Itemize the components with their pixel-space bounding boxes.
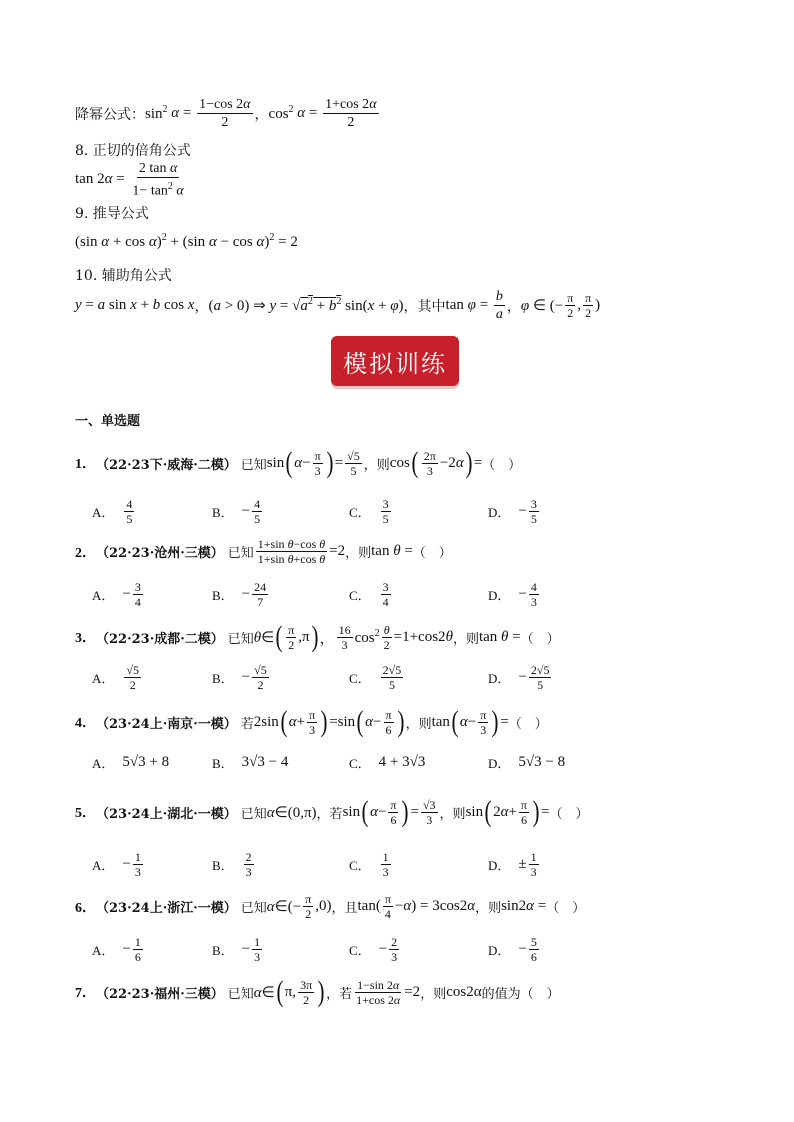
question-6: 6． （23·24上·浙江·一模） 已知 α∈(− $\frac{\pi}{2}$ ,0) ，且 tan( $\frac{\pi}{4}$ −α) = 3cos2α ，则 sin2α = （ ） [75, 892, 586, 921]
item-9-title: 9. 推导公式 [75, 206, 149, 222]
question-5: 5． （23·24上·湖北·一模） 已知 α∈(0,π) ，若 sin ( α − $\frac{\pi}{6}$ ) = $\frac{√3}{3}$ ，则 sin ( 2 α + $\frac{\pi}{6}$ ) = （ ） [75, 795, 589, 828]
option-b[interactable]: B． $\frac{2}{3}$ [212, 850, 252, 879]
question-3: 3． （22·23·成都·二模） 已知 θ∈ ( $\frac{\pi}{2}$ ,π ) ， $\frac{16}{3}$ $\cos^2$ $\frac{\theta}{2}$ =1+cos2θ ，则 tan θ = （ ） [75, 620, 560, 653]
auxiliary-angle-formula: y = a sin x + b cos x ， (a > 0) ⇒ $y = √a^2 + b^2$ sin(x + φ) ， 其中 tan φ = $\frac{b}{a}$ ， φ ∈ (− $\frac{\pi}{2}$ , $\frac{\pi}{2}$ ) [75, 289, 601, 322]
item-10-title: 10. 辅助角公式 [75, 268, 172, 284]
option-b[interactable]: B． − $\frac{24}{7}$ [212, 580, 267, 609]
question-1: 1． （22·23下·威海·二模） 已知 sin ( α − $\frac{\pi}{3}$ ) = $\frac{√5}{5}$ ，则 cos ( $\frac{2\pi}{3}$ −2 α ) = （ ） [75, 446, 522, 479]
option-d[interactable]: D． − $\frac{5}{6}$ [488, 935, 537, 964]
option-c[interactable]: C． $\frac{2√5}{5}$ [349, 663, 402, 692]
option-a[interactable]: A． 5√3 + 8 [92, 754, 170, 771]
question-2: 2． （22·23·沧州·三模） 已知 $\frac{\text{1+sin θ−cos θ}}{\text{1+sin θ+cos θ}}$ =2 ，则 tan θ = （ ） [75, 537, 452, 566]
option-a[interactable]: A． − $\frac{3}{4}$ [92, 580, 141, 609]
option-c[interactable]: C． $\frac{3}{5}$ [349, 497, 389, 526]
option-c[interactable]: C． $\frac{1}{3}$ [349, 850, 389, 879]
tan-double-angle-formula: tan 2 α = $\frac{\text{2 tan α}}{1- \tan^2 \alpha}$ [75, 161, 184, 199]
option-b[interactable]: B． − $\frac{√5}{2}$ [212, 663, 267, 692]
option-c[interactable]: C． 4 + 3√3 [349, 754, 426, 771]
option-a[interactable]: A． − $\frac{1}{6}$ [92, 935, 141, 964]
option-d[interactable]: D． ± $\frac{1}{3}$ [488, 850, 537, 879]
option-d[interactable]: D． − $\frac{2√5}{5}$ [488, 663, 550, 692]
section-heading: 一、单选题 [75, 414, 141, 429]
option-c[interactable]: C． $\frac{3}{4}$ [349, 580, 389, 609]
option-b[interactable]: B． − $\frac{1}{3}$ [212, 935, 261, 964]
power-reduction-label: 降幂公式： [75, 106, 145, 123]
item-8-title: 8. 正切的倍角公式 [75, 143, 191, 159]
option-d[interactable]: D． − $\frac{4}{3}$ [488, 580, 537, 609]
option-a[interactable]: A． $\frac{√5}{2}$ [92, 663, 139, 692]
option-b[interactable]: B． − $\frac{4}{5}$ [212, 497, 261, 526]
option-d[interactable]: D． 5√3 − 8 [488, 754, 566, 771]
simulation-training-banner: 模拟训练 [331, 336, 459, 386]
option-a[interactable]: A． − $\frac{1}{3}$ [92, 850, 141, 879]
power-reduction-formula: 降幂公式： $\sin^2$ α = $\frac{1-\cos 2\alpha}{2}$ ， $\cos^2$ α = $\frac{1+\cos 2\alpha}{2}$ [75, 97, 377, 130]
question-7: 7． （22·23·福州·三模） 已知 α∈ ( π, $\frac{3\pi}{2}$ ) ，若 $\frac{1-\sin 2\alpha}{1+\cos 2\alpha}$ =2 ，则 cos2α 的值为（ ） [75, 975, 560, 1008]
option-c[interactable]: C． − $\frac{2}{3}$ [349, 935, 398, 964]
option-b[interactable]: B． 3√3 − 4 [212, 754, 289, 771]
derived-formula: (sin α + cos α)$^2$ + (sin α − cos α)$^2$ = 2 [75, 232, 298, 250]
option-a[interactable]: A． $\frac{4}{5}$ [92, 497, 133, 526]
question-4: 4． （23·24上·南京·一模） 若 2sin ( α + $\frac{\pi}{3}$ ) =sin ( α − $\frac{\pi}{6}$ ) ，则 tan ( α − $\frac{\pi}{3}$ ) = （ ） [75, 705, 548, 738]
option-d[interactable]: D． − $\frac{3}{5}$ [488, 497, 537, 526]
